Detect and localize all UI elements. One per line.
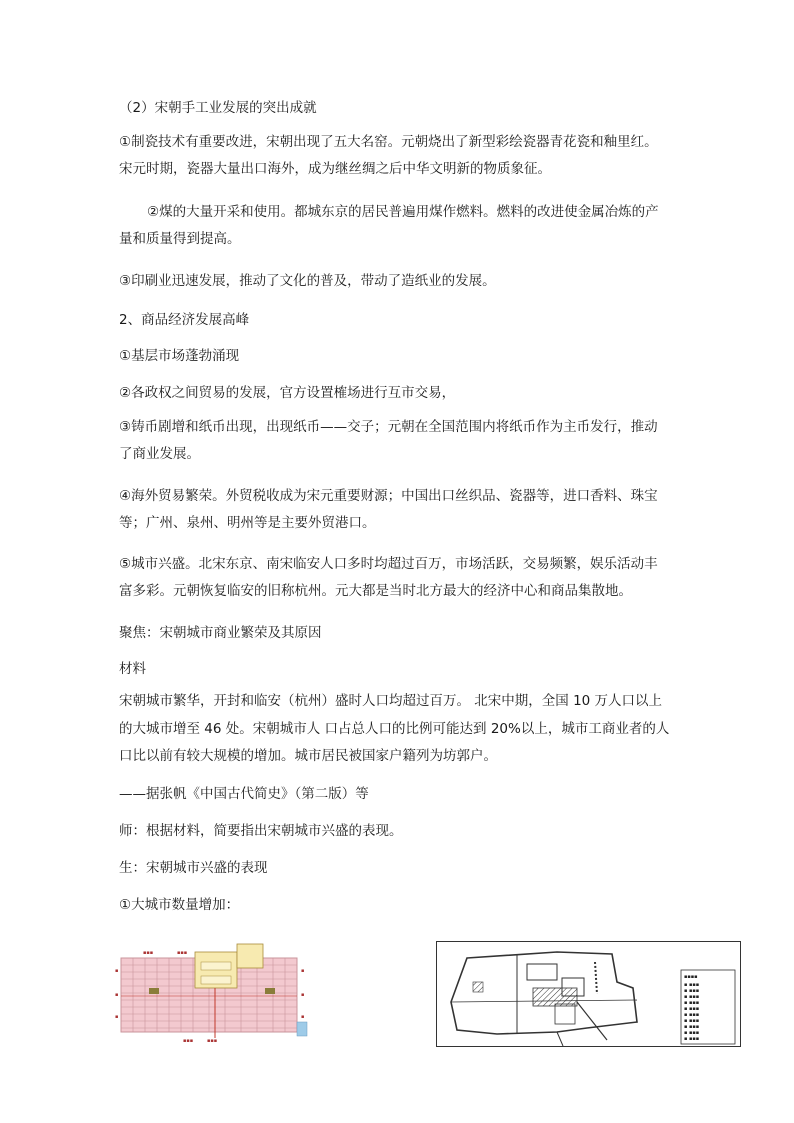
teacher-question: 师：根据材料，简要指出宋朝城市兴盛的表现。: [119, 823, 403, 839]
svg-text:▪ ▪▪▪: ▪ ▪▪▪: [684, 1012, 700, 1018]
paragraph-line: ③印刷业迅速发展，推动了文化的普及，带动了造纸业的发展。: [119, 273, 496, 289]
svg-text:▪: ▪: [301, 1014, 305, 1020]
paragraph-line: ①制瓷技术有重要改进，宋朝出现了五大名窑。元朝烧出了新型彩绘瓷器青花瓷和釉里红。: [119, 134, 658, 150]
paragraph-line: 量和质量得到提高。: [119, 231, 241, 247]
svg-text:▪▪▪: ▪▪▪: [183, 1038, 194, 1044]
material-label: 材料: [119, 661, 146, 677]
focus-heading: 聚焦：宋朝城市商业繁荣及其原因: [119, 625, 322, 641]
svg-text:▪: ▪: [115, 992, 119, 998]
paragraph-line: 宋元时期，瓷器大量出口海外，成为继丝绸之后中华文明新的物质象征。: [119, 161, 551, 177]
svg-text:▪ ▪▪▪: ▪ ▪▪▪: [684, 994, 700, 1000]
svg-text:▪▪▪: ▪▪▪: [143, 950, 154, 956]
paragraph-line: ⑤城市兴盛。北宋东京、南宋临安人口多时均超过百万，市场活跃，交易频繁，娱乐活动丰: [119, 556, 658, 572]
svg-text:▪: ▪: [301, 992, 305, 998]
svg-text:▪ ▪▪▪: ▪ ▪▪▪: [684, 1030, 700, 1036]
svg-text:▪: ▪: [115, 968, 119, 974]
svg-text:▪▪▪▪: ▪▪▪▪: [684, 974, 698, 980]
city-layout-map: [437, 942, 740, 1046]
paragraph-line: ④海外贸易繁荣。外贸税收成为宋元重要财源；中国出口丝织品、瓷器等，进口香料、珠宝: [119, 488, 658, 504]
paragraph-line: ②煤的大量开采和使用。都城东京的居民普遍用煤作燃料。燃料的改进使金属冶炼的产: [147, 204, 659, 220]
svg-text:▪▪▪: ▪▪▪: [177, 950, 188, 956]
paragraph-line: 富多彩。元朝恢复临安的旧称杭州。元大都是当时北方最大的经济中心和商品集散地。: [119, 583, 632, 599]
svg-text:▪▪▪: ▪▪▪: [207, 1038, 218, 1044]
city-layout-map-image: [436, 941, 741, 1047]
paragraph-line: 了商业发展。: [119, 446, 200, 462]
paragraph-line: ②各政权之间贸易的发展，官方设置榷场进行互市交易，: [119, 385, 456, 401]
svg-text:▪ ▪▪▪: ▪ ▪▪▪: [684, 1024, 700, 1030]
student-answer: 生：宋朝城市兴盛的表现: [119, 860, 268, 876]
paragraph-line: ①基层市场蓬勃涌现: [119, 348, 240, 364]
paragraph-line: ③铸币剧增和纸币出现，出现纸币——交子；元朝在全国范围内将纸币作为主币发行，推动: [119, 419, 658, 435]
citation: ——据张帆《中国古代简史》（第二版）等: [119, 786, 369, 802]
paragraph-line: 等；广州、泉州、明州等是主要外贸港口。: [119, 515, 376, 531]
answer-item: ①大城市数量增加：: [119, 897, 240, 913]
svg-text:▪ ▪▪▪: ▪ ▪▪▪: [684, 1036, 700, 1042]
city-grid-map-image: [115, 938, 335, 1046]
svg-text:▪ ▪▪▪: ▪ ▪▪▪: [684, 1006, 700, 1012]
material-line: 的大城市增至 46 处。宋朝城市人 口占总人口的比例可能达到 20%以上，城市工商业者的人: [119, 721, 670, 737]
svg-text:▪: ▪: [115, 1014, 119, 1020]
svg-text:▪ ▪▪▪: ▪ ▪▪▪: [684, 1000, 700, 1006]
svg-text:▪ ▪▪▪: ▪ ▪▪▪: [684, 982, 700, 988]
material-line: 口比以前有较大规模的增加。城市居民被国家户籍列为坊郭户。: [119, 748, 497, 764]
svg-text:▪: ▪: [301, 968, 305, 974]
section-heading: （2）宋朝手工业发展的突出成就: [119, 100, 317, 116]
svg-text:▪ ▪▪▪: ▪ ▪▪▪: [684, 988, 700, 994]
material-line: 宋朝城市繁华，开封和临安（杭州）盛时人口均超过百万。 北宋中期，全国 10 万人口以上: [119, 693, 663, 709]
section-heading: 2、商品经济发展高峰: [119, 312, 250, 328]
svg-text:▪ ▪▪▪: ▪ ▪▪▪: [684, 1018, 700, 1024]
city-grid-map: [115, 938, 335, 1046]
